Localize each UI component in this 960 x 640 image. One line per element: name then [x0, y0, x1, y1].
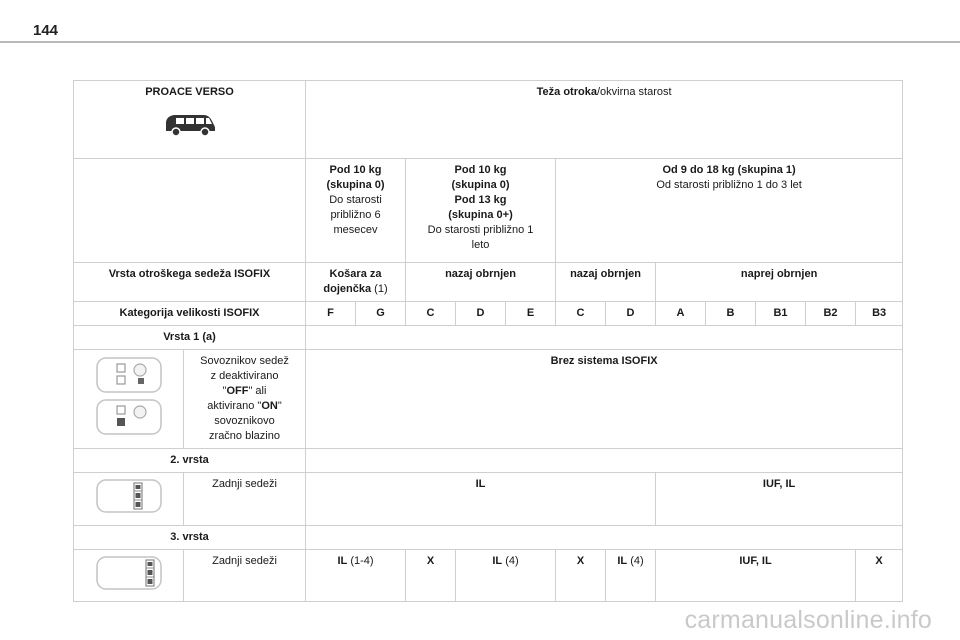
- third-row-seat-description: Zadnji sedeži: [184, 550, 306, 602]
- group-0plus-name: (skupina 0+): [448, 209, 513, 221]
- weight-header-bold: Teža otroka: [536, 86, 597, 98]
- size-cell: C: [406, 302, 456, 326]
- watermark: carmanualsonline.info: [684, 606, 932, 634]
- group-1-name: Od 9 do 18 kg (skupina 1): [662, 164, 796, 176]
- table-row: [74, 350, 903, 449]
- front-seat-text: aktivirano ": [207, 400, 262, 412]
- size-cell: G: [356, 302, 406, 326]
- empty-cell: [74, 159, 306, 263]
- table-row: [74, 449, 903, 473]
- front-seat-diagram-cell: [74, 350, 184, 449]
- table-row: [74, 550, 903, 602]
- size-cell: D: [606, 302, 656, 326]
- size-cell: F: [306, 302, 356, 326]
- isofix-table: [73, 80, 903, 602]
- third-row-value: X: [856, 550, 903, 602]
- third-row-value-text: IL: [337, 555, 348, 567]
- empty-cell: [306, 326, 903, 350]
- size-label: Kategorija velikosti ISOFIX: [74, 302, 306, 326]
- group-0plus-weight: Pod 10 kg: [454, 164, 507, 176]
- size-cell: A: [656, 302, 706, 326]
- van-icon: [77, 110, 302, 138]
- front-seat-description: [184, 350, 306, 449]
- size-cell: E: [506, 302, 556, 326]
- rear-facing-2: nazaj obrnjen: [556, 263, 656, 302]
- forward-facing: naprej obrnjen: [656, 263, 903, 302]
- page-number: 144: [33, 22, 59, 39]
- size-cell: B3: [856, 302, 903, 326]
- table-row: [74, 526, 903, 550]
- airbag-off-label: OFF: [226, 385, 249, 397]
- carrycot-note: (1): [371, 283, 388, 295]
- group-1-age: Od starosti približno 1 do 3 let: [656, 179, 802, 191]
- model-name: PROACE VERSO: [145, 86, 234, 98]
- weight-header: [306, 81, 903, 159]
- row-3-label: 3. vrsta: [74, 526, 306, 550]
- front-seat-text: ": [222, 385, 227, 397]
- group-0plus-cell: [406, 159, 556, 263]
- group-0-age: Do starosti: [329, 194, 382, 206]
- table-row: [74, 81, 903, 159]
- third-row-value-text: IL: [617, 555, 628, 567]
- third-row-value: [456, 550, 556, 602]
- second-row-diagram-cell: [74, 473, 184, 526]
- size-cell: B: [706, 302, 756, 326]
- seat-type-label: Vrsta otroškega sedeža ISOFIX: [74, 263, 306, 302]
- group-0-age: mesecev: [333, 224, 378, 236]
- empty-cell: [306, 526, 903, 550]
- header-rule: [0, 41, 960, 43]
- group-0plus-name: (skupina 0): [451, 179, 510, 191]
- row-1-value: Brez sistema ISOFIX: [306, 350, 903, 449]
- table-row: [74, 473, 903, 526]
- row-2-label: 2. vrsta: [74, 449, 306, 473]
- front-seat-text: Sovoznikov sedež: [200, 355, 289, 367]
- carrycot-label: dojenčka: [323, 283, 372, 295]
- third-row-value: X: [556, 550, 606, 602]
- table-row: [74, 159, 903, 263]
- carrycot-label: Košara za: [329, 268, 382, 280]
- second-row-value: IL: [306, 473, 656, 526]
- empty-cell: [306, 449, 903, 473]
- front-seat-text: ": [277, 400, 282, 412]
- weight-header-rest: /okvirna starost: [596, 86, 672, 98]
- front-seat-text: zračno blazino: [209, 430, 280, 442]
- second-row-value: IUF, IL: [656, 473, 903, 526]
- row-1-label: Vrsta 1 (a): [74, 326, 306, 350]
- model-cell: [74, 81, 306, 159]
- carrycot-cell: [306, 263, 406, 302]
- group-0plus-weight: Pod 13 kg: [454, 194, 507, 206]
- third-row-value: X: [406, 550, 456, 602]
- group-0plus-age: Do starosti približno 1: [427, 224, 534, 236]
- front-seat-text: " ali: [248, 385, 267, 397]
- group-1-cell: [556, 159, 903, 263]
- third-row-value: [306, 550, 406, 602]
- size-cell: B1: [756, 302, 806, 326]
- third-row-value: IUF, IL: [656, 550, 856, 602]
- third-row-note: (4): [502, 555, 519, 567]
- size-cell: C: [556, 302, 606, 326]
- third-row-seat-icon: [94, 554, 164, 592]
- rear-facing-1: nazaj obrnjen: [406, 263, 556, 302]
- front-seat-text: sovoznikovo: [214, 415, 275, 427]
- table-row: [74, 302, 903, 326]
- third-row-note: (4): [627, 555, 644, 567]
- group-0-age: približno 6: [330, 209, 381, 221]
- group-0-weight: Pod 10 kg: [329, 164, 382, 176]
- group-0plus-age: leto: [471, 239, 490, 251]
- airbag-on-label: ON: [261, 400, 278, 412]
- third-row-diagram-cell: [74, 550, 184, 602]
- front-seat-text: z deaktivirano: [210, 370, 279, 382]
- group-0-name: (skupina 0): [326, 179, 385, 191]
- table-row: [74, 263, 903, 302]
- second-row-seat-icon: [94, 477, 164, 515]
- table-row: [74, 326, 903, 350]
- size-cell: B2: [806, 302, 856, 326]
- front-seat-off-icon: [94, 354, 164, 440]
- second-row-seat-description: Zadnji sedeži: [184, 473, 306, 526]
- third-row-value-text: IL: [492, 555, 503, 567]
- third-row-value: [606, 550, 656, 602]
- group-0-cell: [306, 159, 406, 263]
- third-row-note: (1-4): [347, 555, 374, 567]
- size-cell: D: [456, 302, 506, 326]
